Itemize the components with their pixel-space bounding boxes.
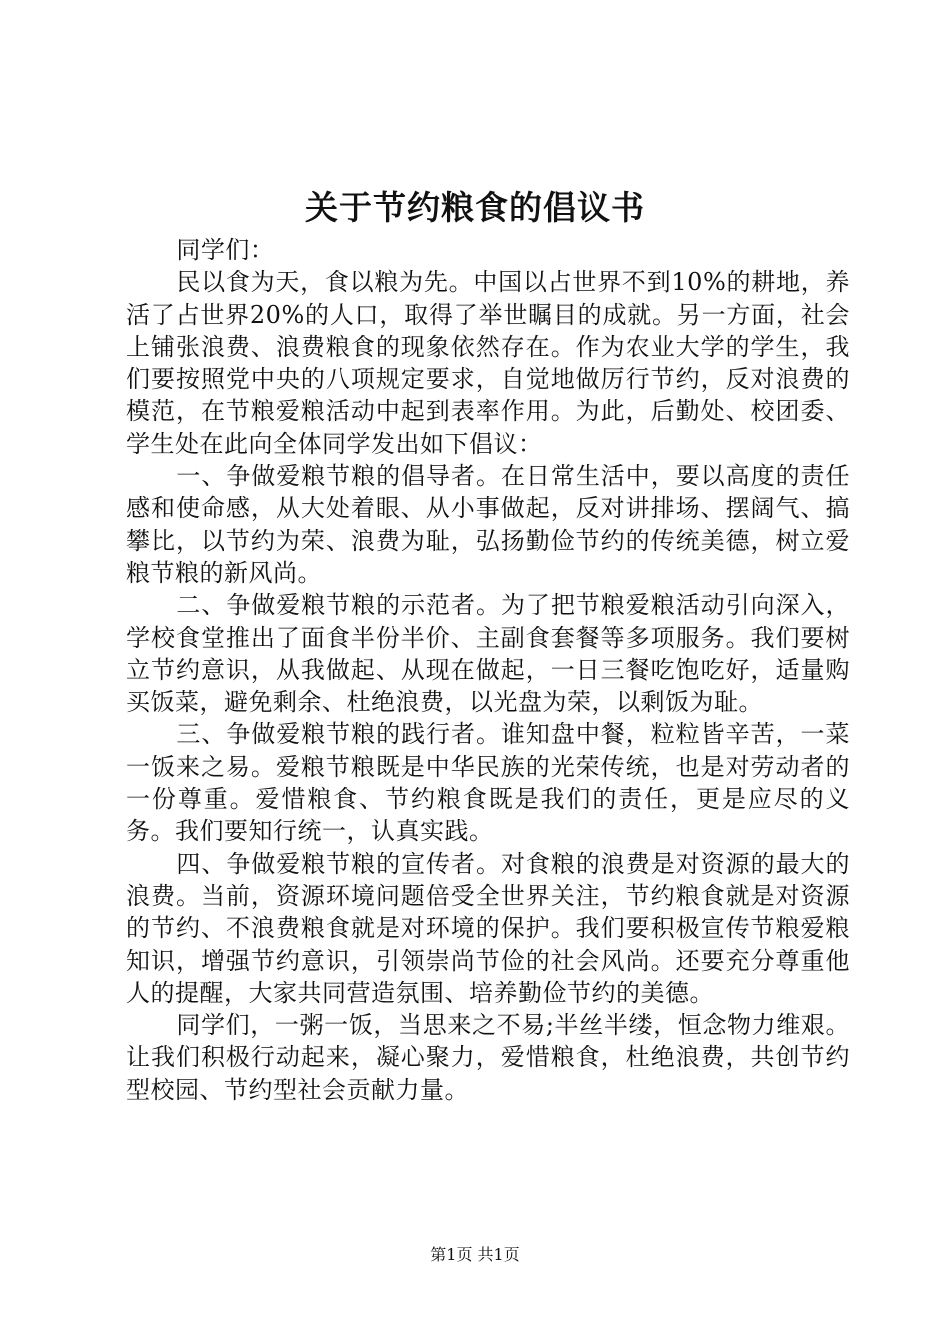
page-footer: 第1页 共1页 bbox=[430, 1245, 520, 1264]
document-body bbox=[126, 234, 850, 1106]
paragraph-proposal-3: 三、争做爱粮节粮的践行者。谁知盘中餐，粒粒皆辛苦，一菜一饭来之易。爱粮节粮既是中华民族的光荣传统，也是对劳动者的一份尊重。爱惜粮食、节约粮食既是我们的责任，更是应尽的义务。我们要知行统一，认真实践。 bbox=[126, 720, 850, 846]
paragraph-proposal-4: 四、争做爱粮节粮的宣传者。对食粮的浪费是对资源的最大的浪费。当前，资源环境问题倍受全世界关注，节约粮食就是对资源的节约、不浪费粮食就是对环境的保护。我们要积极宣传节粮爱粮知识，增强节约意识，引领崇尚节俭的社会风尚。还要充分尊重他人的提醒，大家共同营造氛围、培养勤俭节约的美德。 bbox=[126, 849, 850, 1007]
paragraph-intro: 民以食为天，食以粮为先。中国以占世界不到10%的耕地，养活了占世界20%的人口，取得了举世瞩目的成就。另一方面，社会上铺张浪费、浪费粮食的现象依然存在。作为农业大学的学生，我们要按照党中央的八项规定要求，自觉地做厉行节约，反对浪费的模范，在节粮爱粮活动中起到表率作用。为此，后勤处、校团委、学生处在此向全体同学发出如下倡议： bbox=[126, 268, 850, 458]
paragraph-closing: 同学们，一粥一饭，当思来之不易;半丝半缕，恒念物力维艰。让我们积极行动起来，凝心聚力，爱惜粮食，杜绝浪费，共创节约型校园、节约型社会贡献力量。 bbox=[126, 1011, 850, 1104]
salutation: 同学们： bbox=[176, 236, 275, 264]
paragraph-proposal-2: 二、争做爱粮节粮的示范者。为了把节粮爱粮活动引向深入，学校食堂推出了面食半份半价、主副食套餐等多项服务。我们要树立节约意识，从我做起、从现在做起，一日三餐吃饱吃好，适量购买饭菜，避免剩余、杜绝浪费，以光盘为荣，以剩饭为耻。 bbox=[126, 591, 850, 717]
document-title: 关于节约粮食的倡议书 bbox=[305, 188, 645, 227]
paragraph-proposal-1: 一、争做爱粮节粮的倡导者。在日常生活中，要以高度的责任感和使命感，从大处着眼、从小事做起，反对讲排场、摆阔气、搞攀比，以节约为荣、浪费为耻，弘扬勤俭节约的传统美德，树立爱粮节粮的新风尚。 bbox=[126, 462, 850, 587]
